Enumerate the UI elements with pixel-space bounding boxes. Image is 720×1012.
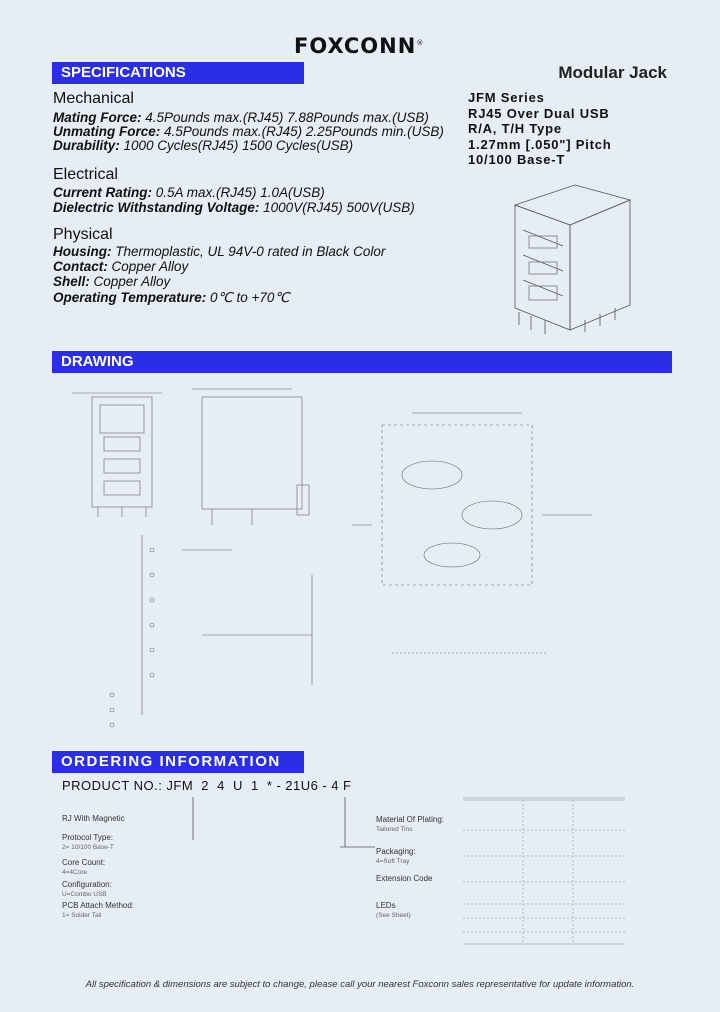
- order-item-configuration: [62, 880, 112, 900]
- order-item-rj-magnetic: [62, 814, 125, 824]
- series-line: 10/100 Base-T: [468, 152, 566, 167]
- order-item-title: Extension Code: [376, 874, 433, 883]
- spec-label: Shell:: [53, 274, 90, 289]
- code-part: -: [322, 778, 328, 793]
- spec-value: 4.5Pounds max.(RJ45) 7.88Pounds max.(USB): [141, 110, 429, 125]
- ordering-bar: ORDERING INFORMATION: [52, 751, 304, 773]
- order-item-plating: [376, 815, 444, 835]
- code-part: JFM: [166, 778, 194, 793]
- order-item-title: Protocol Type:: [62, 833, 113, 842]
- order-item-title: RJ With Magnetic: [62, 814, 125, 823]
- code-part: 4: [217, 778, 225, 793]
- registered-mark: ®: [416, 39, 425, 47]
- order-item-title: PCB Attach Method:: [62, 901, 135, 910]
- code-part: -: [276, 778, 282, 793]
- order-item-sub: 1= Solder Tail: [62, 912, 102, 919]
- spec-label: Operating Temperature:: [53, 290, 207, 305]
- technical-drawing: [52, 375, 672, 745]
- spec-row: [53, 259, 188, 274]
- product-3d-image: [505, 180, 635, 340]
- order-item-packaging: [376, 847, 416, 867]
- series-line: JFM Series: [468, 90, 545, 105]
- spec-row: [53, 244, 385, 259]
- spec-value: Copper Alloy: [89, 274, 171, 289]
- spec-label: Mating Force:: [53, 110, 142, 125]
- order-item-sub: U=Combo USB: [62, 891, 107, 898]
- electrical-heading: Electrical: [53, 166, 118, 183]
- spec-row: [53, 185, 325, 200]
- spec-label: Housing:: [53, 244, 112, 259]
- order-item-title: Packaging:: [376, 847, 416, 856]
- spec-row: [53, 290, 290, 306]
- mechanical-heading: Mechanical: [53, 90, 134, 107]
- spec-row: [53, 200, 415, 215]
- order-item-core-count: [62, 858, 105, 878]
- order-item-pcb-attach: [62, 901, 134, 921]
- order-item-sub: 4=4Core: [62, 869, 88, 876]
- order-item-title: Material Of Plating:: [376, 815, 445, 824]
- spec-label: Current Rating:: [53, 185, 152, 200]
- spec-label: Contact:: [53, 259, 108, 274]
- drawing-bar: DRAWING: [52, 351, 672, 373]
- order-item-title: Configuration:: [62, 880, 112, 889]
- physical-heading: Physical: [53, 226, 113, 243]
- spec-value: Copper Alloy: [107, 259, 189, 274]
- order-item-title: LEDs: [376, 901, 396, 910]
- order-item-sub: (See Sheet): [376, 912, 411, 919]
- spec-label: Durability:: [53, 138, 120, 153]
- spec-row: [53, 124, 444, 139]
- spec-label: Unmating Force:: [53, 124, 161, 139]
- order-item-sub: Tailored Tins: [376, 826, 413, 833]
- led-options-table: [463, 786, 625, 946]
- spec-label: Dielectric Withstanding Voltage:: [53, 200, 260, 215]
- spec-row: [53, 274, 170, 289]
- order-item-protocol: [62, 833, 114, 853]
- code-part: F: [342, 778, 352, 793]
- spec-value: 1000 Cycles(RJ45) 1500 Cycles(USB): [119, 138, 354, 153]
- series-line: 1.27mm [.050"] Pitch: [468, 136, 612, 152]
- code-part: 4: [331, 778, 339, 793]
- order-item-title: Core Count:: [62, 858, 106, 867]
- brand-text: FOXCONN: [294, 34, 417, 58]
- code-part: U: [233, 778, 243, 793]
- footer-disclaimer: All specification & dimensions are subject to change, please call your nearest Foxconn sales representative for update information.: [85, 979, 635, 990]
- order-item-extension: [376, 874, 432, 884]
- specifications-bar: SPECIFICATIONS: [52, 62, 304, 84]
- code-part: 1: [251, 778, 259, 793]
- product-number-line: [62, 778, 355, 793]
- code-part: *: [266, 778, 273, 793]
- code-part: 2: [201, 778, 210, 793]
- spec-value: 0.5A max.(RJ45) 1.0A(USB): [152, 185, 325, 200]
- spec-value: Thermoplastic, UL 94V-0 rated in Black Color: [111, 244, 386, 259]
- ordering-connector-lines: [180, 792, 380, 852]
- series-line: RJ45 Over Dual USB: [468, 105, 610, 121]
- product-title: Modular Jack: [558, 63, 667, 82]
- order-item-leds: [376, 901, 411, 921]
- series-info: [468, 90, 612, 168]
- product-label: PRODUCT NO.:: [62, 778, 163, 793]
- spec-row: [53, 138, 353, 153]
- spec-value: 4.5Pounds max.(RJ45) 2.25Pounds min.(USB): [160, 124, 444, 139]
- foxconn-logo: [294, 34, 424, 58]
- spec-row: [53, 110, 429, 125]
- series-line: R/A, T/H Type: [468, 121, 562, 136]
- spec-value: 1000V(RJ45) 500V(USB): [259, 200, 415, 215]
- spec-value: 0℃ to +70℃: [206, 290, 290, 305]
- code-part: 21U6: [285, 778, 319, 793]
- order-item-sub: 2= 10/100 Base-T: [62, 844, 114, 851]
- order-item-sub: 4=Soft Tray: [376, 858, 410, 865]
